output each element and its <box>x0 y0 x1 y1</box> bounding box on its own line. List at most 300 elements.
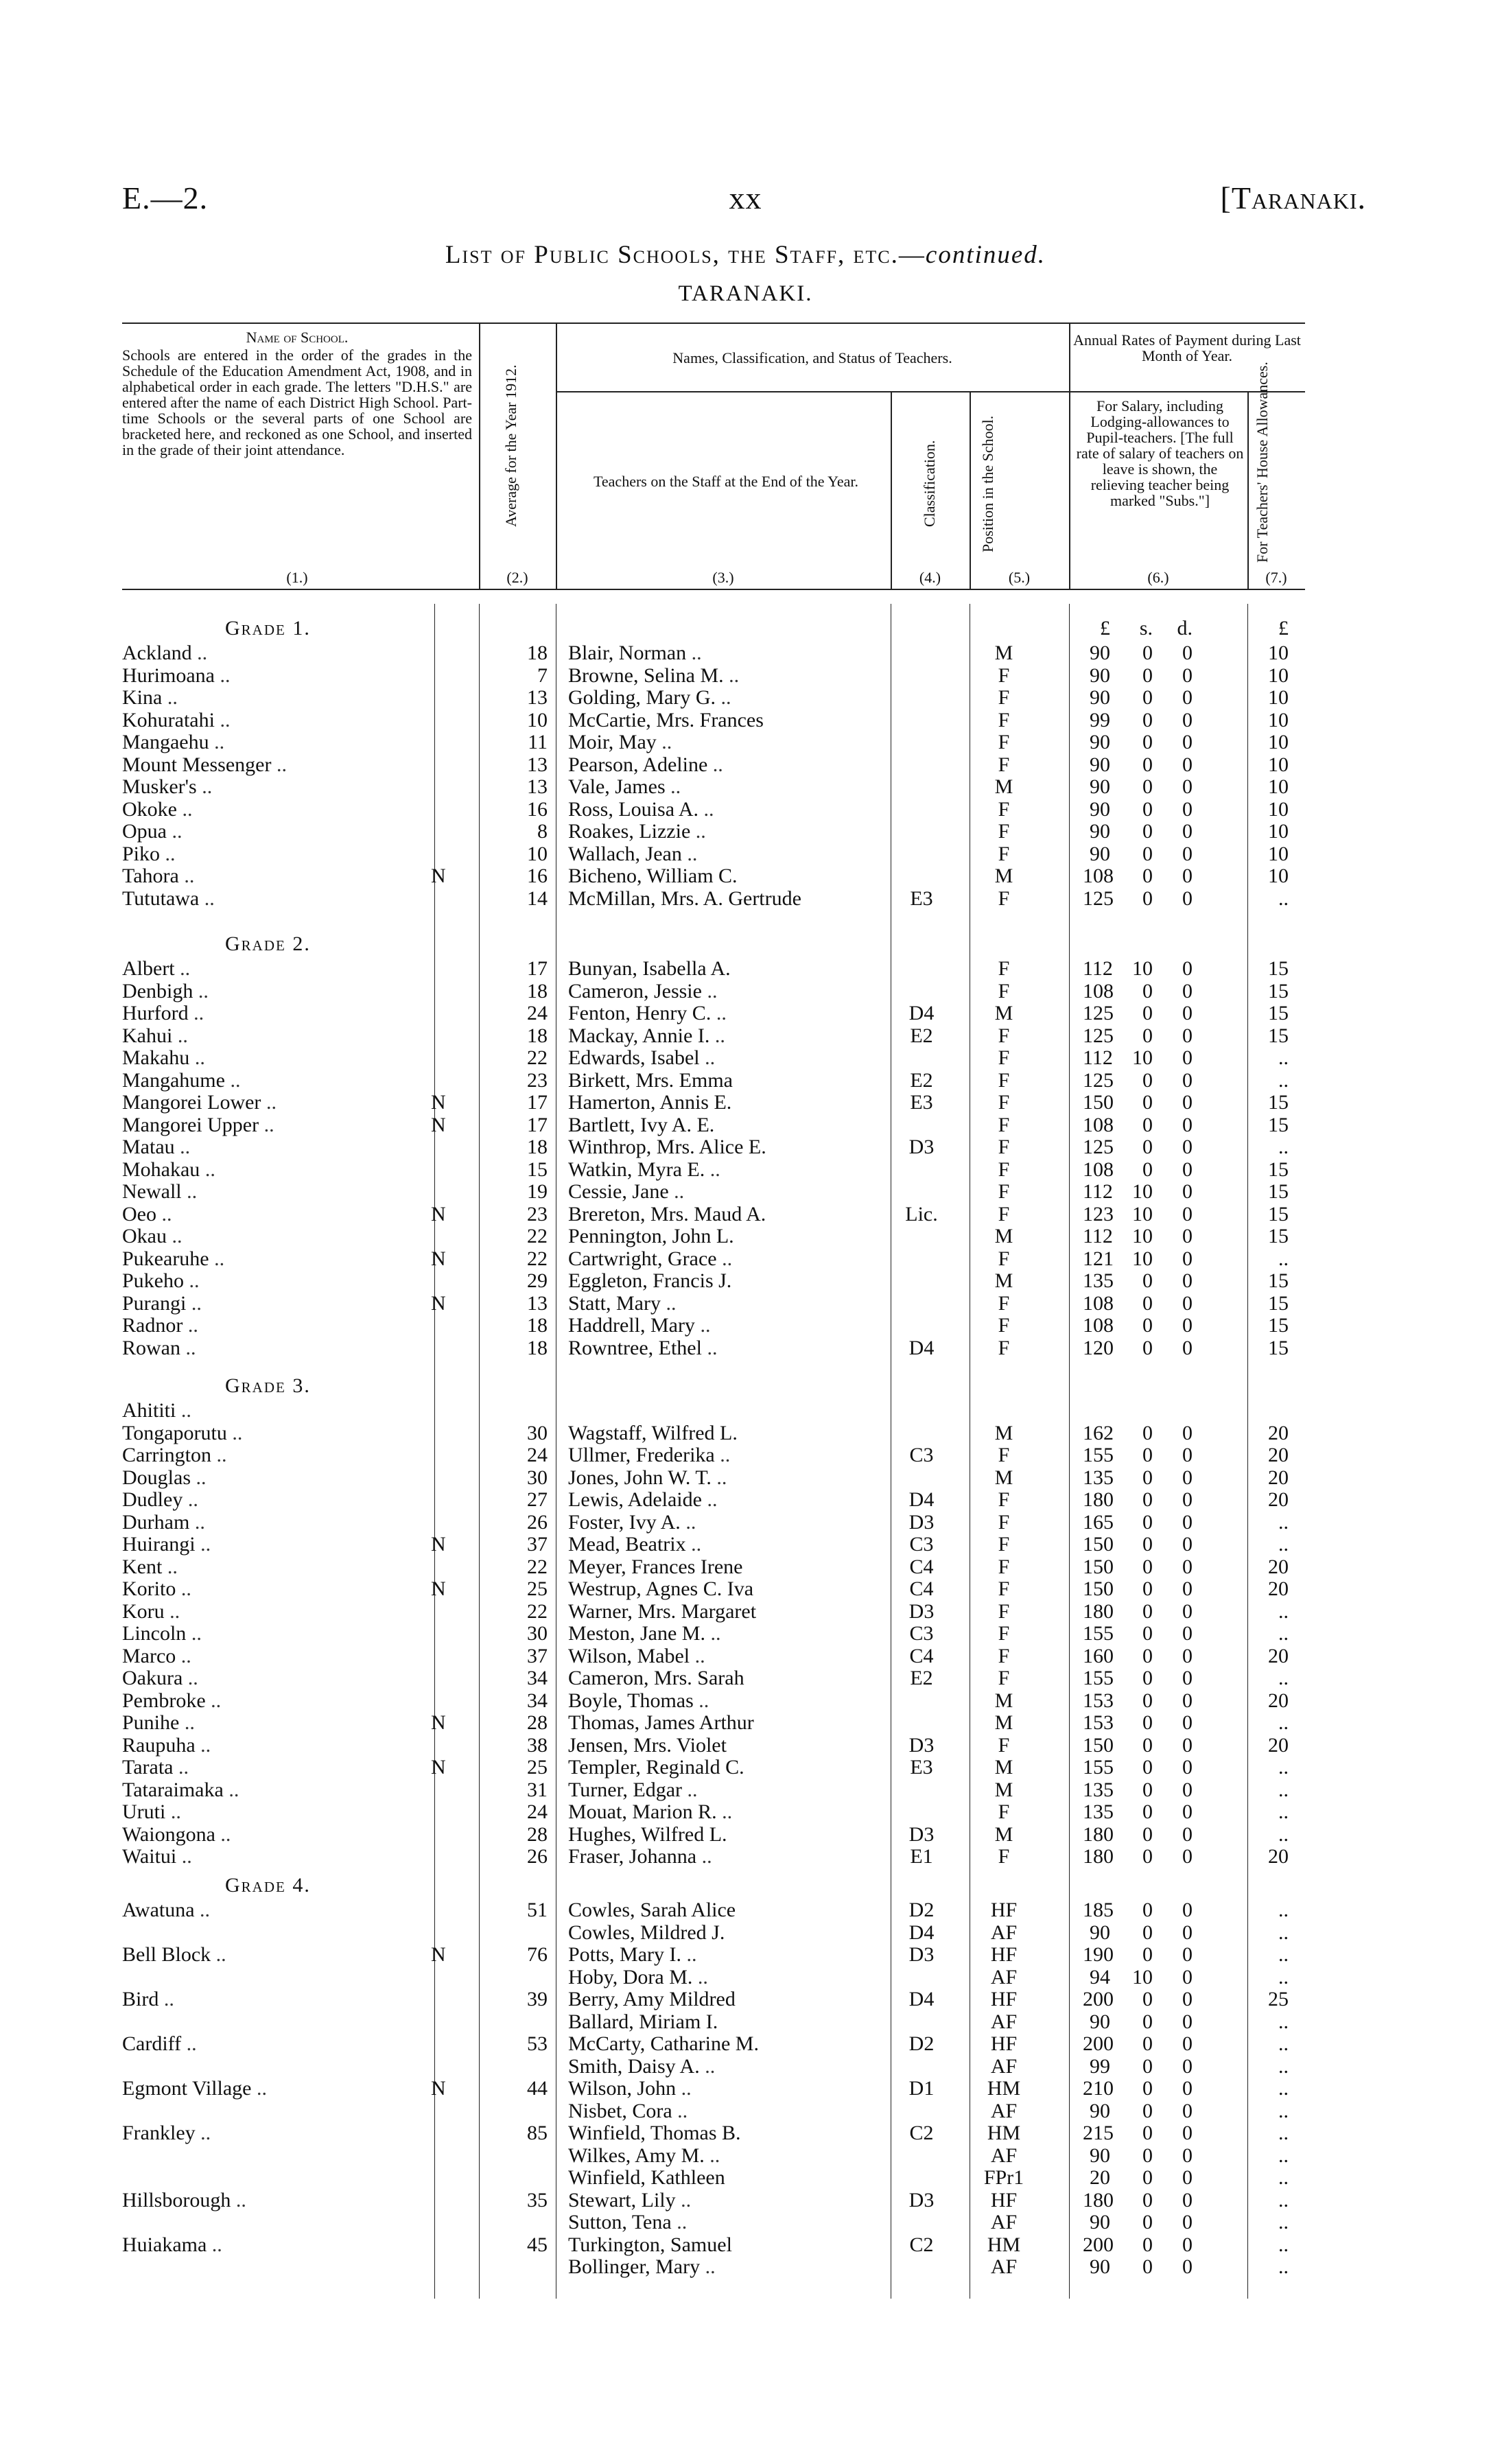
salary-pence: 0 <box>1182 1202 1193 1225</box>
house-allowance: .. <box>1278 2166 1289 2189</box>
position: F <box>998 1533 1010 1556</box>
salary-pounds: 90 <box>1090 2144 1110 2167</box>
house-allowance: .. <box>1278 1622 1289 1645</box>
salary-shillings: 0 <box>1142 664 1153 687</box>
position: F <box>998 1046 1010 1069</box>
school-name: Mangahume .. <box>122 1068 241 1092</box>
teacher-name: Fenton, Henry C. .. <box>568 1002 727 1024</box>
salary-pounds: 94 <box>1090 1965 1110 1988</box>
house-col-title: For Teachers' House Allowances. <box>1254 362 1271 563</box>
salary-pence: 0 <box>1182 957 1193 980</box>
average-attendance: 26 <box>527 1845 548 1868</box>
classification: D4 <box>908 1921 935 1944</box>
teacher-name: Turkington, Samuel <box>568 2233 732 2256</box>
salary-pence: 0 <box>1182 820 1193 843</box>
salary-pounds: 185 <box>1083 1899 1114 1921</box>
salary-pounds: 112 <box>1083 1046 1113 1069</box>
position: HF <box>990 2032 1018 2055</box>
salary-pounds: 125 <box>1083 1068 1114 1092</box>
house-allowance: 20 <box>1268 1555 1289 1578</box>
salary-pounds: 90 <box>1090 820 1110 843</box>
position: HF <box>990 2188 1018 2211</box>
house-allowance: .. <box>1278 1068 1289 1092</box>
classification: D3 <box>908 1510 935 1534</box>
salary-shillings: 10 <box>1132 957 1153 980</box>
school-flag: N <box>431 865 446 887</box>
salary-pence: 0 <box>1182 1533 1193 1556</box>
salary-shillings: 0 <box>1142 1269 1153 1292</box>
salary-pounds: 90 <box>1090 753 1110 776</box>
average-attendance: 30 <box>527 1622 548 1645</box>
classification: D3 <box>908 1136 935 1158</box>
school-name: Piko .. <box>122 842 176 865</box>
salary-pounds: 99 <box>1090 708 1110 731</box>
house-allowance: 20 <box>1268 1577 1289 1600</box>
salary-shillings: 10 <box>1132 1202 1153 1225</box>
position: M <box>994 1269 1013 1292</box>
salary-shillings: 0 <box>1142 1644 1153 1667</box>
house-allowance: 20 <box>1268 1421 1289 1444</box>
school-name: Dudley .. <box>122 1488 198 1511</box>
house-allowance: .. <box>1278 2188 1289 2211</box>
salary-shillings: 0 <box>1142 2188 1153 2211</box>
house-allowance: 10 <box>1268 664 1289 687</box>
salary-pence: 0 <box>1182 1965 1193 1988</box>
school-flag: N <box>431 1943 446 1966</box>
house-allowance: .. <box>1278 887 1289 910</box>
salary-pence: 0 <box>1182 1336 1193 1359</box>
teacher-name: Templer, Reginald C. <box>568 1756 744 1779</box>
salary-shillings: 0 <box>1142 820 1153 843</box>
teacher-name: Fraser, Johanna .. <box>568 1845 712 1868</box>
house-allowance: .. <box>1278 1921 1289 1944</box>
house-allowance: .. <box>1278 1756 1289 1779</box>
salary-shillings: 0 <box>1142 2211 1153 2233</box>
salary-pence: 0 <box>1182 2122 1193 2144</box>
position: AF <box>990 2211 1018 2233</box>
school-name: Huirangi .. <box>122 1533 211 1556</box>
salary-pence: 0 <box>1182 2010 1193 2033</box>
teacher-name: Jensen, Mrs. Violet <box>568 1733 727 1757</box>
average-attendance: 18 <box>527 979 548 1002</box>
salary-pence: 0 <box>1182 1644 1193 1667</box>
schools-table <box>122 604 1305 2312</box>
salary-pence: 0 <box>1182 1921 1193 1944</box>
salary-pence: 0 <box>1182 1689 1193 1712</box>
teacher-name: Wallach, Jean .. <box>568 842 698 865</box>
school-name: Awatuna .. <box>122 1899 211 1921</box>
position: F <box>998 664 1010 687</box>
school-flag: N <box>431 2077 446 2100</box>
teacher-name: Bollinger, Mary .. <box>568 2255 716 2278</box>
teacher-name: Westrup, Agnes C. Iva <box>568 1577 754 1600</box>
teacher-name: Vale, James .. <box>568 775 681 798</box>
position: F <box>998 797 1010 821</box>
salary-pounds: 108 <box>1083 1291 1114 1315</box>
page-title: List of Public Schools, the Staff, etc.—continued. <box>445 241 1046 269</box>
name-col-title: Name of School. <box>246 329 349 346</box>
salary-shillings: 0 <box>1142 2233 1153 2256</box>
position: F <box>998 1644 1010 1667</box>
salary-pounds: 150 <box>1083 1577 1114 1600</box>
position: M <box>994 1711 1013 1734</box>
position: HM <box>987 2233 1021 2256</box>
classification: C3 <box>909 1444 934 1466</box>
salary-pence: 0 <box>1182 1158 1193 1181</box>
grade-title: Grade 1. <box>225 617 311 640</box>
house-allowance: 25 <box>1268 1988 1289 2010</box>
salary-pence: 0 <box>1182 1269 1193 1292</box>
salary-pounds: 90 <box>1090 731 1110 753</box>
teacher-name: Berry, Amy Mildred <box>568 1988 736 2010</box>
position: F <box>998 1068 1010 1092</box>
salary-pounds: 108 <box>1083 1158 1114 1181</box>
house-allowance: 20 <box>1268 1488 1289 1511</box>
teacher-name: Mead, Beatrix .. <box>568 1533 702 1556</box>
house-allowance: 15 <box>1268 1336 1289 1359</box>
position: F <box>998 1091 1010 1114</box>
salary-shillings: 0 <box>1142 1689 1153 1712</box>
teacher-name: Wilkes, Amy M. .. <box>568 2144 720 2167</box>
position: F <box>998 1202 1010 1225</box>
salary-pounds: 180 <box>1083 2188 1114 2211</box>
average-attendance: 18 <box>527 1336 548 1359</box>
salary-shillings: 0 <box>1142 1024 1153 1047</box>
teacher-name: Pennington, John L. <box>568 1225 734 1247</box>
average-attendance: 23 <box>527 1202 548 1225</box>
teacher-name: Ullmer, Frederika .. <box>568 1444 731 1466</box>
school-name: Tongaporutu .. <box>122 1421 243 1444</box>
salary-pounds: 121 <box>1083 1247 1114 1270</box>
average-attendance: 35 <box>527 2188 548 2211</box>
salary-shillings: 0 <box>1142 1988 1153 2010</box>
salary-pence: 0 <box>1182 2188 1193 2211</box>
teacher-name: Hughes, Wilfred L. <box>568 1822 727 1846</box>
house-allowance: 20 <box>1268 1733 1289 1757</box>
school-flag: N <box>431 1202 446 1225</box>
salary-pounds: 123 <box>1083 1202 1114 1225</box>
salary-shillings: 10 <box>1132 1965 1153 1988</box>
salary-pounds: 108 <box>1083 979 1114 1002</box>
position: F <box>998 1599 1010 1623</box>
school-name: Tarata .. <box>122 1756 189 1779</box>
salary-shillings: 0 <box>1142 1002 1153 1024</box>
salary-shillings: 0 <box>1142 1533 1153 1556</box>
house-allowance: 15 <box>1268 1158 1289 1181</box>
position: AF <box>990 1921 1018 1944</box>
salary-pounds: 135 <box>1083 1269 1114 1292</box>
school-name: Newall .. <box>122 1180 198 1203</box>
school-flag: N <box>431 1291 446 1315</box>
position: AF <box>990 1965 1018 1988</box>
salary-pence: 0 <box>1182 1113 1193 1136</box>
salary-shillings: 0 <box>1142 1756 1153 1779</box>
position: F <box>998 1488 1010 1511</box>
salary-pence: 0 <box>1182 1555 1193 1578</box>
salary-pounds: 155 <box>1083 1667 1114 1689</box>
salary-pence: 0 <box>1182 1314 1193 1337</box>
salary-pence: 0 <box>1182 1577 1193 1600</box>
school-name: Uruti .. <box>122 1800 181 1823</box>
position: F <box>998 842 1010 865</box>
grade-title: Grade 3. <box>225 1374 311 1397</box>
house-allowance: .. <box>1278 2054 1289 2078</box>
position: F <box>998 708 1010 731</box>
salary-shillings: 0 <box>1142 1136 1153 1158</box>
school-name: Musker's .. <box>122 775 213 798</box>
school-name: Pukearuhe .. <box>122 1247 225 1270</box>
house-allowance: .. <box>1278 1599 1289 1623</box>
salary-pence: 0 <box>1182 2032 1193 2055</box>
house-allowance: .. <box>1278 2144 1289 2167</box>
salary-pounds: 150 <box>1083 1533 1114 1556</box>
classification: E2 <box>910 1024 933 1047</box>
teacher-name: Meyer, Frances Irene <box>568 1555 743 1578</box>
school-flag: N <box>431 1756 446 1779</box>
school-name: Ackland .. <box>122 642 208 664</box>
teacher-name: Wagstaff, Wilfred L. <box>568 1421 738 1444</box>
salary-shillings: 0 <box>1142 1577 1153 1600</box>
average-attendance: 24 <box>527 1002 548 1024</box>
teacher-name: McCarty, Catharine M. <box>568 2032 759 2055</box>
salary-pence: 0 <box>1182 797 1193 821</box>
salary-shillings: 0 <box>1142 1921 1153 1944</box>
salary-pence: 0 <box>1182 1988 1193 2010</box>
position: AF <box>990 2255 1018 2278</box>
school-name: Carrington .. <box>122 1444 227 1466</box>
position: M <box>994 1421 1013 1444</box>
classification: D4 <box>908 1488 935 1511</box>
position: F <box>998 1314 1010 1337</box>
position: F <box>998 1622 1010 1645</box>
average-attendance: 53 <box>527 2032 548 2055</box>
salary-shillings: 0 <box>1142 887 1153 910</box>
house-allowance: 10 <box>1268 865 1289 887</box>
average-attendance: 19 <box>527 1180 548 1203</box>
salary-pence: 0 <box>1182 2144 1193 2167</box>
average-attendance: 28 <box>527 1822 548 1846</box>
school-name: Oakura .. <box>122 1667 198 1689</box>
salary-shillings: 0 <box>1142 1943 1153 1966</box>
salary-shillings: 0 <box>1142 1800 1153 1823</box>
position: HF <box>990 1988 1018 2010</box>
house-allowance: .. <box>1278 1510 1289 1534</box>
teacher-name: Watkin, Myra E. .. <box>568 1158 720 1181</box>
classification: E2 <box>910 1068 933 1092</box>
position: F <box>998 1291 1010 1315</box>
average-attendance: 28 <box>527 1711 548 1734</box>
school-name: Kent .. <box>122 1555 178 1578</box>
salary-pounds: 108 <box>1083 1113 1114 1136</box>
teacher-name: Wilson, John .. <box>568 2077 692 2100</box>
salary-shillings: 0 <box>1142 1622 1153 1645</box>
salary-pounds: 90 <box>1090 2255 1110 2278</box>
salary-pounds: 135 <box>1083 1466 1114 1489</box>
teachers-group-title: Names, Classification, and Status of Teachers. <box>672 349 952 366</box>
average-attendance: 22 <box>527 1555 548 1578</box>
currency-shillings: s. <box>1139 617 1153 640</box>
position: F <box>998 731 1010 753</box>
salary-pence: 0 <box>1182 1421 1193 1444</box>
school-name: Marco .. <box>122 1644 191 1667</box>
salary-shillings: 0 <box>1142 797 1153 821</box>
position: F <box>998 753 1010 776</box>
classification: C4 <box>909 1577 934 1600</box>
salary-pounds: 120 <box>1083 1336 1114 1359</box>
salary-pounds: 153 <box>1083 1689 1114 1712</box>
house-allowance: 20 <box>1268 1845 1289 1868</box>
salary-pence: 0 <box>1182 2099 1193 2122</box>
teacher-name: Brereton, Mrs. Maud A. <box>568 1202 766 1225</box>
average-attendance: 18 <box>527 1314 548 1337</box>
salary-pounds: 180 <box>1083 1845 1114 1868</box>
salary-shillings: 0 <box>1142 1555 1153 1578</box>
school-name: Waiongona .. <box>122 1822 231 1846</box>
position: M <box>994 642 1013 664</box>
house-allowance: 15 <box>1268 1024 1289 1047</box>
salary-shillings: 0 <box>1142 2122 1153 2144</box>
salary-pence: 0 <box>1182 1225 1193 1247</box>
average-attendance: 45 <box>527 2233 548 2256</box>
salary-pence: 0 <box>1182 842 1193 865</box>
average-attendance: 44 <box>527 2077 548 2100</box>
school-name: Matau .. <box>122 1136 191 1158</box>
salary-shillings: 0 <box>1142 2010 1153 2033</box>
house-allowance: 10 <box>1268 642 1289 664</box>
page-number: xx <box>729 180 762 215</box>
salary-pence: 0 <box>1182 775 1193 798</box>
school-name: Kina .. <box>122 686 178 709</box>
average-attendance: 16 <box>527 797 548 821</box>
teacher-name: Foster, Ivy A. .. <box>568 1510 696 1534</box>
position: F <box>998 1024 1010 1047</box>
teacher-name: Meston, Jane M. .. <box>568 1622 721 1645</box>
salary-pence: 0 <box>1182 1711 1193 1734</box>
average-attendance: 30 <box>527 1466 548 1489</box>
salary-pounds: 125 <box>1083 1136 1114 1158</box>
salary-pence: 0 <box>1182 753 1193 776</box>
average-attendance: 24 <box>527 1444 548 1466</box>
house-allowance: .. <box>1278 1943 1289 1966</box>
position: HF <box>990 1899 1018 1921</box>
house-allowance: 15 <box>1268 979 1289 1002</box>
house-allowance: 10 <box>1268 686 1289 709</box>
classification: C2 <box>909 2122 934 2144</box>
grade-title: Grade 2. <box>225 932 311 955</box>
house-allowance: .. <box>1278 2233 1289 2256</box>
average-attendance: 34 <box>527 1689 548 1712</box>
salary-pounds: 90 <box>1090 2010 1110 2033</box>
position-col-title: Position in the School. <box>979 415 996 552</box>
position: F <box>998 1510 1010 1534</box>
salary-shillings: 0 <box>1142 753 1153 776</box>
classification: D4 <box>908 1336 935 1359</box>
salary-pence: 0 <box>1182 1822 1193 1846</box>
salary-shillings: 0 <box>1142 2032 1153 2055</box>
salary-pounds: 180 <box>1083 1822 1114 1846</box>
school-name: Okau .. <box>122 1225 183 1247</box>
school-name: Mohakau .. <box>122 1158 215 1181</box>
school-flag: N <box>431 1711 446 1734</box>
salary-shillings: 0 <box>1142 1421 1153 1444</box>
salary-pence: 0 <box>1182 1247 1193 1270</box>
teacher-name: Haddrell, Mary .. <box>568 1314 711 1337</box>
average-attendance: 22 <box>527 1599 548 1623</box>
salary-pounds: 162 <box>1083 1421 1114 1444</box>
school-name: Mangaehu .. <box>122 731 225 753</box>
salary-pounds: 135 <box>1083 1778 1114 1801</box>
school-name: Kahui .. <box>122 1024 188 1047</box>
salary-shillings: 0 <box>1142 2255 1153 2278</box>
position: AF <box>990 2099 1018 2122</box>
position: F <box>998 820 1010 843</box>
salary-pence: 0 <box>1182 1622 1193 1645</box>
salary-pence: 0 <box>1182 1444 1193 1466</box>
salary-shillings: 0 <box>1142 1845 1153 1868</box>
currency-house-pounds: £ <box>1278 617 1289 640</box>
classification: D3 <box>908 1822 935 1846</box>
teacher-name: Blair, Norman .. <box>568 642 702 664</box>
school-name: Radnor .. <box>122 1314 198 1337</box>
average-attendance: 25 <box>527 1577 548 1600</box>
salary-pence: 0 <box>1182 1778 1193 1801</box>
house-allowance: .. <box>1278 1533 1289 1556</box>
salary-pence: 0 <box>1182 1091 1193 1114</box>
average-attendance: 23 <box>527 1068 548 1092</box>
avg-col-title: Average for the Year 1912. <box>502 364 519 528</box>
school-name: Tututawa .. <box>122 887 215 910</box>
position: M <box>994 1778 1013 1801</box>
salary-pence: 0 <box>1182 865 1193 887</box>
teacher-name: Cameron, Jessie .. <box>568 979 718 1002</box>
position: FPr1 <box>983 2166 1024 2189</box>
average-attendance: 8 <box>537 820 548 843</box>
average-attendance: 37 <box>527 1644 548 1667</box>
salary-shillings: 0 <box>1142 642 1153 664</box>
house-allowance: .. <box>1278 1965 1289 1988</box>
salary-pounds: 90 <box>1090 642 1110 664</box>
house-allowance: 20 <box>1268 1689 1289 1712</box>
classification: D3 <box>908 1733 935 1757</box>
salary-pence: 0 <box>1182 1800 1193 1823</box>
salary-shillings: 0 <box>1142 1488 1153 1511</box>
currency-pounds: £ <box>1100 617 1110 640</box>
average-attendance: 26 <box>527 1510 548 1534</box>
classification: C3 <box>909 1622 934 1645</box>
salary-shillings: 0 <box>1142 1091 1153 1114</box>
classification: D4 <box>908 1988 935 2010</box>
house-allowance: 10 <box>1268 775 1289 798</box>
classification: D3 <box>908 1599 935 1623</box>
house-allowance: 10 <box>1268 731 1289 753</box>
house-allowance: .. <box>1278 2099 1289 2122</box>
average-attendance: 11 <box>528 731 548 753</box>
house-allowance: .. <box>1278 2010 1289 2033</box>
salary-pounds: 90 <box>1090 842 1110 865</box>
school-name: Raupuha .. <box>122 1733 211 1757</box>
teacher-name: Eggleton, Francis J. <box>568 1269 732 1292</box>
salary-pounds: 112 <box>1083 1225 1113 1247</box>
teacher-name: Hoby, Dora M. .. <box>568 1965 708 1988</box>
school-name: Cardiff .. <box>122 2032 197 2055</box>
position: F <box>998 1113 1010 1136</box>
teachers-col-title: Teachers on the Staff at the End of the Year. <box>594 473 858 490</box>
classification: E3 <box>910 1091 933 1114</box>
teacher-name: Birkett, Mrs. Emma <box>568 1068 733 1092</box>
salary-shillings: 0 <box>1142 1778 1153 1801</box>
house-allowance: 15 <box>1268 1314 1289 1337</box>
house-allowance: .. <box>1278 2032 1289 2055</box>
